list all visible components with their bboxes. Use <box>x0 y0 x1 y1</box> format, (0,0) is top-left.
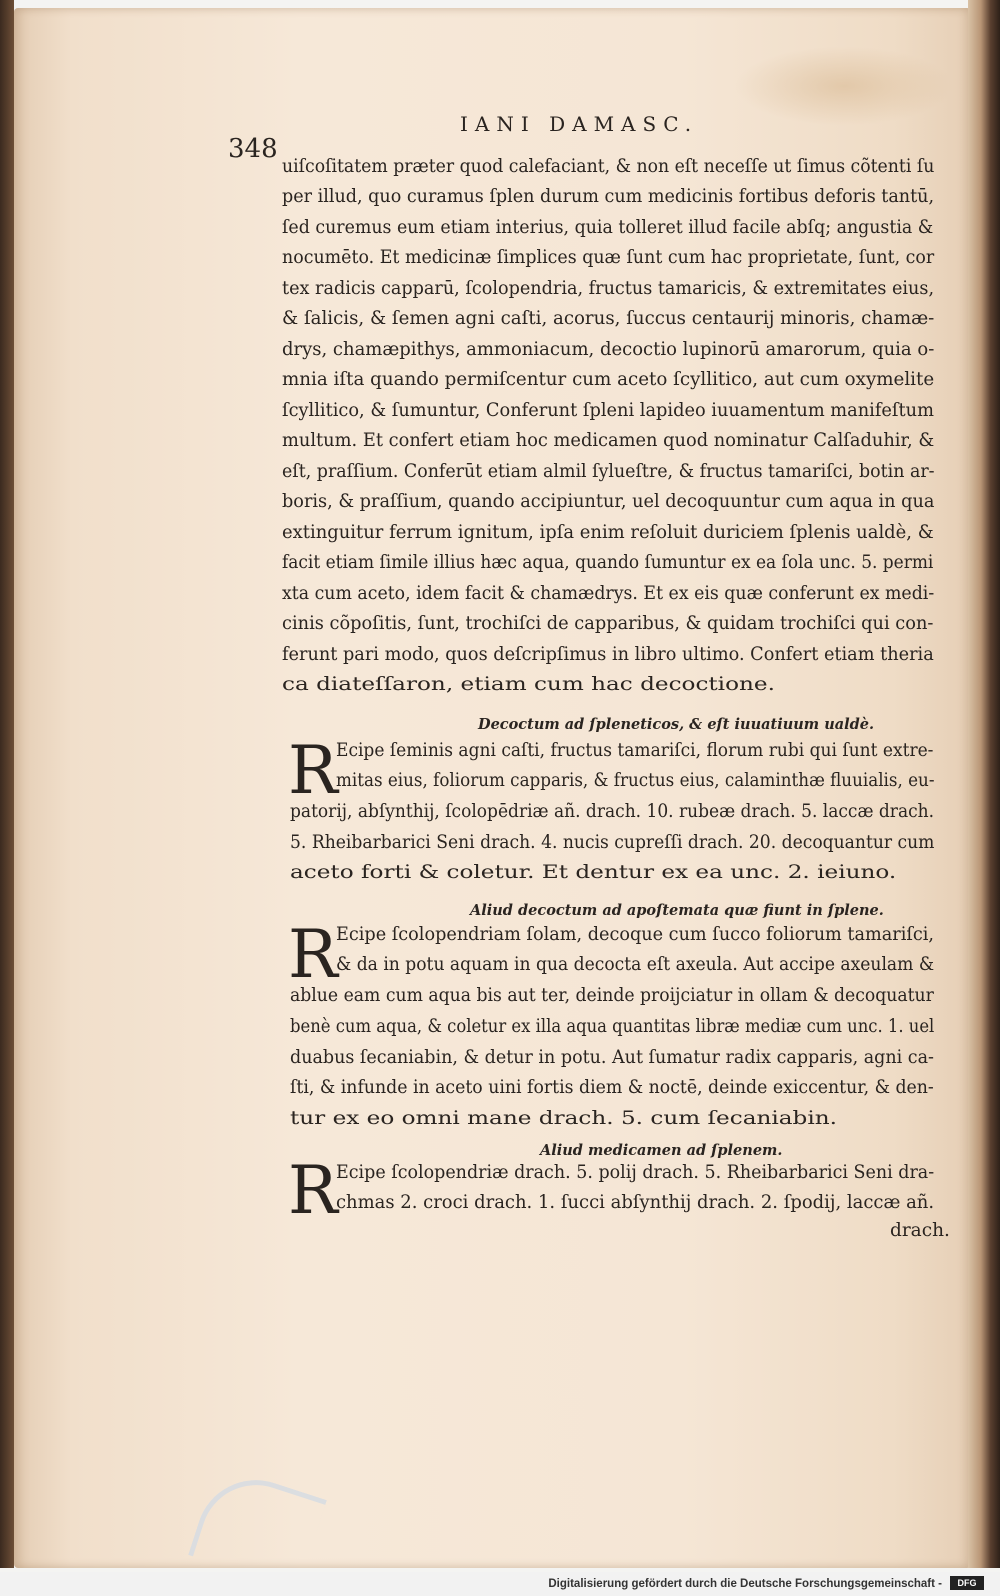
body-line: ablue eam cum aqua bis aut ter, deinde proijciatur in ollam & decoquatur <box>290 985 934 1006</box>
drop-cap: R <box>288 916 338 993</box>
body-line: aceto forti & coletur. Et dentur ex ea unc. 2. ieiuno. <box>290 862 897 883</box>
drop-cap: R <box>288 1152 338 1229</box>
body-line: 5. Rheibarbarici Seni drach. 4. nucis cupreſſi drach. 20. decoquantur cum <box>290 832 935 853</box>
body-line: duabus ſecaniabin, & detur in potu. Aut ſumatur radix capparis, agni ca- <box>290 1047 934 1068</box>
running-head: IANI DAMASC. <box>460 112 699 136</box>
body-line: Ecipe ſcolopendriam ſolam, decoque cum ſucco foliorum tamariſci, <box>336 924 935 945</box>
body-line: tur ex eo omni mane drach. 5. cum ſecaniabin. <box>290 1108 838 1129</box>
body-line: chmas 2. croci drach. 1. ſucci abſynthij drach. 2. ſpodij, laccæ añ. <box>336 1192 935 1213</box>
paper-stain <box>734 46 954 126</box>
body-line: multum. Et confert etiam hoc medicamen quod nominatur Calſaduhir, & <box>282 430 935 451</box>
body-line: Ecipe ſcolopendriæ drach. 5. polij drach. 5. Rheibarbarici Seni dra- <box>336 1162 935 1183</box>
body-line: Ecipe ſeminis agni caſti, fructus tamariſci, florum rubi qui ſunt extre- <box>336 740 934 761</box>
body-line: & da in potu aquam in qua decocta eſt axeula. Aut accipe axeulam & <box>336 954 935 975</box>
body-line: benè cum aqua, & coletur ex illa aqua quantitas libræ mediæ cum unc. 1. uel <box>290 1016 935 1037</box>
body-line: patorij, abſynthij, ſcolopēdriæ añ. drach. 10. rubeæ drach. 5. laccæ drach. <box>290 801 935 822</box>
body-line: cinis cõpoſitis, ſunt, trochiſci de capparibus, & quidam trochiſci qui con- <box>282 613 934 634</box>
catchword: drach. <box>890 1220 950 1241</box>
body-line: ſed curemus eum etiam interius, quia tolleret illud facile abſq; angustia & <box>282 217 934 238</box>
drop-cap: R <box>288 732 338 809</box>
section-heading: Decoctum ad ſpleneticos, & eſt iuuatiuum ualdè. <box>478 716 875 733</box>
body-line: per illud, quo curamus ſplen durum cum medicinis fortibus deforis tantū, <box>282 186 935 207</box>
page-number: 348 <box>228 134 278 164</box>
body-line: drys, chamæpithys, ammoniacum, decoctio lupinorū amarorum, quia o- <box>282 339 935 360</box>
body-line: ferunt pari modo, quos deſcripſimus in libro ultimo. Confert etiam theria <box>282 644 934 665</box>
digitization-footer <box>0 1572 1000 1596</box>
body-line: eſt, praſſium. Conferūt etiam almil ſylueſtre, & fructus tamariſci, botin ar- <box>282 461 935 482</box>
body-line: extinguitur ferrum ignitum, ipſa enim reſoluit duriciem ſplenis ualdè, & <box>282 522 934 543</box>
footer-credit: Digitalisierung gefördert durch die Deutsche Forschungsgemeinschaft - <box>548 1578 942 1590</box>
book-binding-gutter <box>0 0 14 1568</box>
dfg-logo: DFG <box>950 1576 984 1590</box>
body-line: tex radicis capparū, ſcolopendria, fructus tamaricis, & extremitates eius, <box>282 278 935 299</box>
body-line: ca diateſſaron, etiam cum hac decoctione. <box>282 674 775 695</box>
section-heading: Aliud medicamen ad ſplenem. <box>540 1142 783 1159</box>
section-heading: Aliud decoctum ad apoſtemata quæ fiunt in ſplene. <box>470 902 884 919</box>
body-line: xta cum aceto, idem facit & chamædrys. Et ex eis quæ conferunt ex medi- <box>282 583 935 604</box>
body-line: & ſalicis, & ſemen agni caſti, acorus, ſuccus centaurij minoris, chamæ- <box>282 308 935 329</box>
body-line: mnia iſta quando permiſcentur cum aceto ſcyllitico, aut cum oxymelite <box>282 369 935 390</box>
body-line: ſti, & infunde in aceto uini fortis diem & noctē, deinde exiccentur, & den- <box>290 1077 934 1098</box>
body-line: uiſcoſitatem præter quod calefaciant, & non eſt neceſſe ut ſimus cõtenti ſu <box>282 156 935 177</box>
body-line: nocumēto. Et medicinæ ſimplices quæ ſunt cum hac proprietate, ſunt, cor <box>282 247 935 268</box>
book-right-edge <box>968 0 1000 1568</box>
body-line: mitas eius, foliorum capparis, & fructus eius, calaminthæ fluuialis, eu- <box>336 770 935 791</box>
body-line: facit etiam ſimile illius hæc aqua, quando ſumuntur ex ea ſola unc. 5. permi <box>282 552 934 573</box>
body-line: ſcyllitico, & ſumuntur, Conferunt ſpleni lapideo iuuamentum manifeſtum <box>282 400 934 421</box>
body-line: boris, & praſſium, quando accipiuntur, uel decoquuntur cum aqua in qua <box>282 491 935 512</box>
